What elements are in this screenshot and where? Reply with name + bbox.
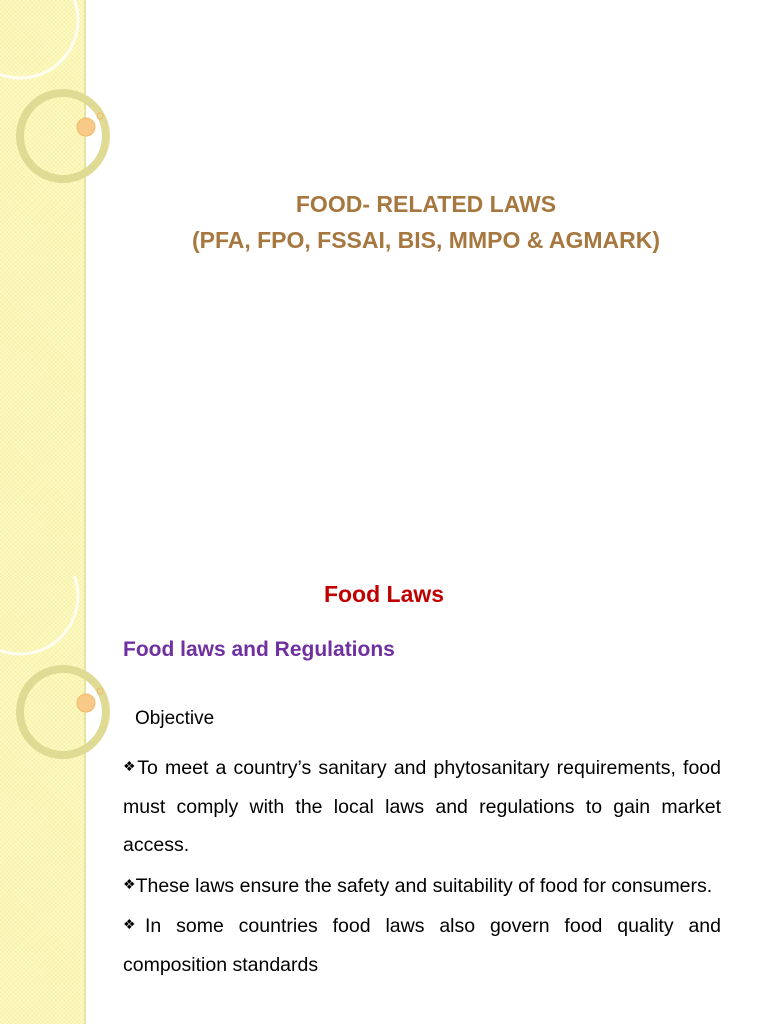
bullet-text: To meet a country’s sanitary and phytosanitary requirements, food must comply with the local laws and regulations to gain market access. <box>123 757 721 856</box>
ring-shape <box>20 669 106 755</box>
ring-shape <box>20 93 106 179</box>
decorative-circles <box>0 0 140 200</box>
diamond-bullet-icon: ❖ <box>123 758 138 774</box>
section-heading: Food Laws <box>323 581 445 607</box>
orange-dot-shape <box>77 694 95 712</box>
section-subheading: Food laws and Regulations <box>123 638 395 661</box>
large-ring-shape <box>0 0 78 78</box>
slide-2 <box>0 576 768 1024</box>
diamond-bullet-icon: ❖ <box>123 916 145 932</box>
slide-title <box>84 186 768 258</box>
bullet-list <box>123 747 721 984</box>
bullet-text: In some countries food laws also govern food quality and composition standards <box>123 915 721 976</box>
bullet-item <box>123 747 721 865</box>
bullet-item <box>123 865 721 906</box>
title-line-2: (PFA, FPO, FSSAI, BIS, MMPO & AGMARK) <box>191 227 661 253</box>
objective-label: Objective <box>135 708 215 729</box>
diamond-bullet-icon: ❖ <box>123 875 136 892</box>
bullet-text: These laws ensure the safety and suitability of food for consumers. <box>135 874 713 897</box>
bullet-item <box>123 905 721 984</box>
orange-dot-shape <box>77 118 95 136</box>
title-line-1: FOOD- RELATED LAWS <box>295 191 557 217</box>
